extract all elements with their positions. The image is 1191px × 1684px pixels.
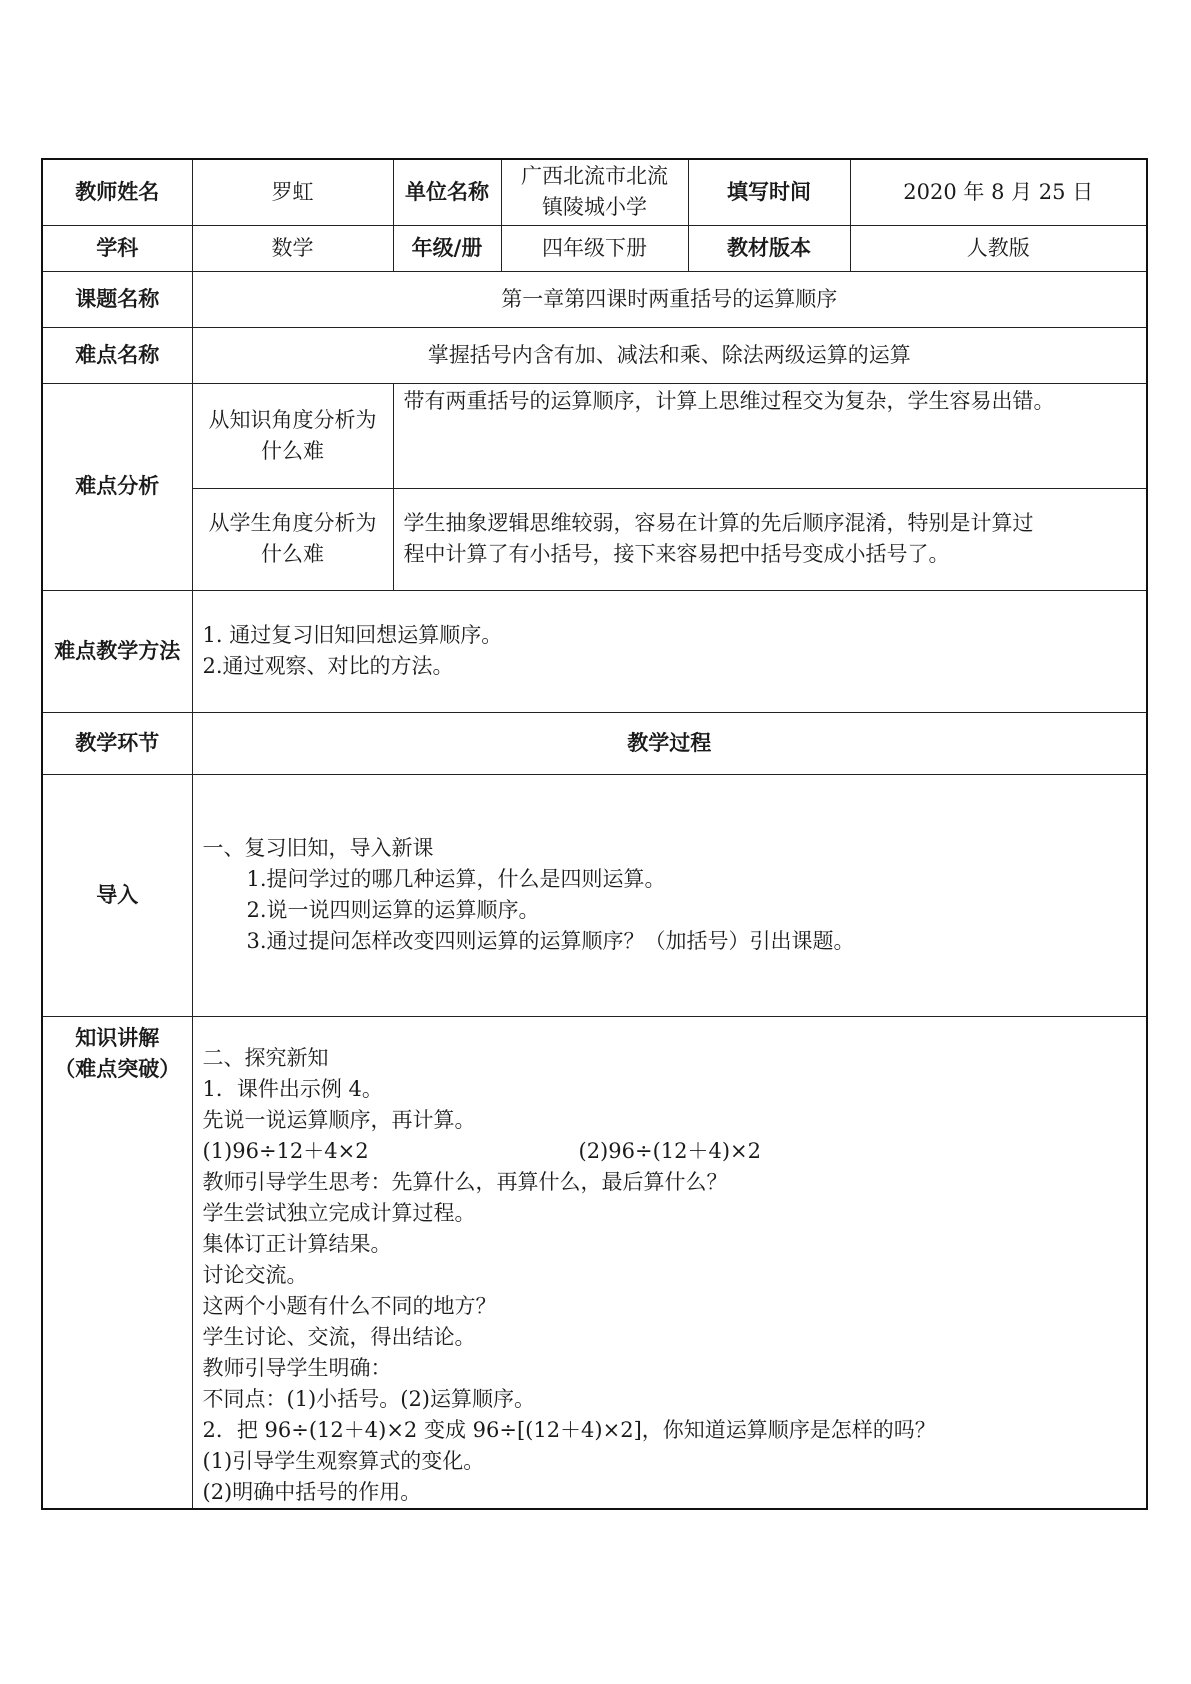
intro-line-3: 3.通过提问怎样改变四则运算的运算顺序？（加括号）引出课题。: [246, 929, 855, 953]
explain-line-2: 先说一说运算顺序，再计算。: [202, 1107, 476, 1132]
intro-label: 导入: [42, 774, 192, 1016]
student-angle-label-line2: 什么难: [261, 542, 324, 566]
student-angle-label-line1: 从学生角度分析为: [208, 511, 377, 535]
analysis-label: 难点分析: [42, 383, 192, 590]
header-row-1: [42, 159, 1147, 225]
grade-value: 四年级下册: [501, 225, 688, 271]
difficulty-value: 掌握括号内含有加、减法和乘、除法两级运算的运算: [192, 327, 1147, 383]
method-label: 难点教学方法: [42, 590, 192, 712]
expression-2: (2)96÷(12＋4)×2: [578, 1138, 761, 1163]
difficulty-row: [42, 327, 1147, 383]
stage-header: 教学环节: [42, 712, 192, 774]
analysis-row-knowledge: [42, 383, 1147, 488]
topic-row: [42, 271, 1147, 327]
intro-text: [192, 774, 1147, 1016]
explain-line-7: 这两个小题有什么不同的地方？: [202, 1293, 497, 1318]
knowledge-angle-label-line2: 什么难: [261, 438, 324, 463]
subject-value: 数学: [192, 225, 393, 271]
explain-label-line2: （难点突破）: [54, 1056, 181, 1081]
knowledge-angle-label-line1: 从知识角度分析为: [208, 407, 377, 432]
student-angle-label: [192, 488, 393, 590]
student-angle-text: [393, 488, 1147, 590]
knowledge-angle-label: [192, 383, 393, 488]
unit-value-line2: 镇陵城小学: [542, 195, 647, 220]
expression-1: (1)96÷12＋4×2: [202, 1138, 369, 1163]
process-header-row: [42, 712, 1147, 774]
intro-line-2: 2.说一说四则运算的运算顺序。: [246, 898, 540, 922]
difficulty-label: 难点名称: [42, 327, 192, 383]
intro-title: 一、复习旧知，导入新课: [202, 836, 434, 860]
teacher-label: 教师姓名: [42, 159, 192, 225]
analysis-row-student: [42, 488, 1147, 590]
method-line-2: 2.通过观察、对比的方法。: [202, 654, 454, 678]
process-header: 教学过程: [192, 712, 1147, 774]
explain-line-4: 学生尝试独立完成计算过程。: [202, 1200, 476, 1225]
subject-label: 学科: [42, 225, 192, 271]
explain-line-12: (1)引导学生观察算式的变化。: [202, 1448, 485, 1473]
method-text: [192, 590, 1147, 712]
date-value: 2020 年 8 月 25 日: [850, 159, 1147, 225]
student-angle-text-line2: 程中计算了有小括号，接下来容易把中括号变成小括号了。: [403, 542, 950, 566]
explain-line-10: 不同点：(1)小括号。(2)运算顺序。: [202, 1386, 535, 1411]
explain-line-11: 2．把 96÷(12＋4)×2 变成 96÷[(12＋4)×2]，你知道运算顺序是怎样的吗？: [202, 1417, 936, 1442]
edition-label: 教材版本: [688, 225, 850, 271]
explain-line-5: 集体订正计算结果。: [202, 1231, 392, 1256]
student-angle-text-line1: 学生抽象逻辑思维较弱，容易在计算的先后顺序混淆，特别是计算过: [403, 511, 1034, 535]
explain-row: [42, 1016, 1147, 1509]
explain-line-3: 教师引导学生思考：先算什么，再算什么，最后算什么？: [202, 1169, 728, 1194]
explain-text: [192, 1016, 1147, 1509]
explain-line-13: (2)明确中括号的作用。: [202, 1479, 422, 1504]
lesson-plan-table: [41, 158, 1148, 1510]
method-line-1: 1. 通过复习旧知回想运算顺序。: [202, 623, 503, 647]
explain-line-8: 学生讨论、交流，得出结论。: [202, 1324, 476, 1349]
teacher-value: 罗虹: [192, 159, 393, 225]
knowledge-angle-text: 带有两重括号的运算顺序，计算上思维过程交为复杂，学生容易出错。: [393, 383, 1147, 488]
explain-line-6: 讨论交流。: [202, 1262, 308, 1287]
explain-label: [42, 1016, 192, 1509]
explain-expressions: [203, 1136, 1137, 1167]
edition-value: 人教版: [850, 225, 1147, 271]
intro-row: [42, 774, 1147, 1016]
unit-value-line1: 广西北流市北流: [521, 164, 668, 189]
unit-value: [501, 159, 688, 225]
explain-line-9: 教师引导学生明确：: [202, 1355, 392, 1380]
topic-value: 第一章第四课时两重括号的运算顺序: [192, 271, 1147, 327]
explain-label-line1: 知识讲解: [75, 1025, 160, 1050]
explain-title: 二、探究新知: [202, 1045, 329, 1070]
topic-label: 课题名称: [42, 271, 192, 327]
explain-line-1: 1．课件出示例 4。: [202, 1076, 383, 1101]
unit-label: 单位名称: [393, 159, 501, 225]
header-row-2: [42, 225, 1147, 271]
method-row: [42, 590, 1147, 712]
intro-line-1: 1.提问学过的哪几种运算，什么是四则运算。: [246, 867, 666, 891]
grade-label: 年级/册: [393, 225, 501, 271]
date-label: 填写时间: [688, 159, 850, 225]
